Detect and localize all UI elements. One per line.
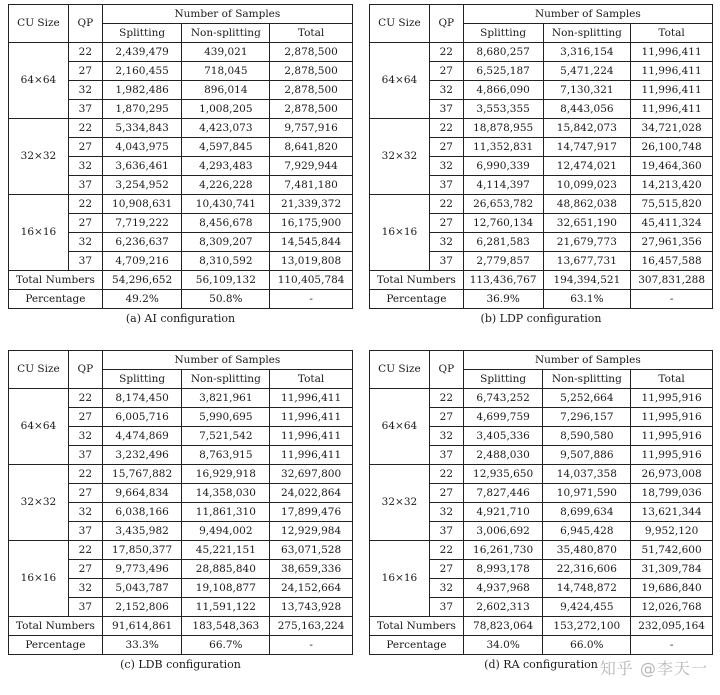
total-cell: 11,996,411 — [270, 427, 353, 446]
percentage-total-cell: - — [631, 290, 713, 309]
total-splitting-cell: 113,436,767 — [463, 271, 543, 290]
non-splitting-cell: 7,521,542 — [182, 427, 270, 446]
total-splitting-cell: 54,296,652 — [102, 271, 182, 290]
splitting-cell: 3,636,461 — [102, 157, 182, 176]
splitting-cell: 8,680,257 — [463, 43, 543, 62]
splitting-cell: 4,709,216 — [102, 252, 182, 271]
total-cell: 31,309,784 — [631, 560, 713, 579]
total-cell: 32,697,800 — [270, 465, 353, 484]
non-splitting-cell: 10,971,590 — [543, 484, 631, 503]
total-cell: 21,339,372 — [270, 195, 353, 214]
header-total: Total — [631, 370, 713, 389]
total-cell: 11,995,916 — [631, 446, 713, 465]
non-splitting-cell: 12,474,021 — [543, 157, 631, 176]
splitting-cell: 12,935,650 — [463, 465, 543, 484]
splitting-cell: 4,474,869 — [102, 427, 182, 446]
qp-cell: 37 — [68, 252, 102, 271]
table-row — [9, 195, 353, 214]
qp-cell: 37 — [68, 100, 102, 119]
header-total: Total — [631, 24, 713, 43]
splitting-cell: 1,982,486 — [102, 81, 182, 100]
non-splitting-cell: 15,842,073 — [543, 119, 631, 138]
splitting-cell: 12,760,134 — [463, 214, 543, 233]
table-panel-ldp — [369, 4, 713, 325]
total-cell: 8,641,820 — [270, 138, 353, 157]
header-non-splitting: Non-splitting — [182, 24, 270, 43]
non-splitting-cell: 11,591,122 — [182, 598, 270, 617]
total-cell: 18,799,036 — [631, 484, 713, 503]
total-cell: 38,659,336 — [270, 560, 353, 579]
header-total: Total — [270, 370, 353, 389]
qp-cell: 37 — [429, 176, 463, 195]
splitting-cell: 4,043,975 — [102, 138, 182, 157]
table-row — [9, 465, 353, 484]
qp-cell: 37 — [68, 446, 102, 465]
qp-cell: 22 — [429, 389, 463, 408]
cu-size-cell: 16×16 — [370, 541, 430, 617]
cu-size-cell: 64×64 — [370, 43, 430, 119]
cu-size-cell: 32×32 — [370, 465, 430, 541]
non-splitting-cell: 6,945,428 — [543, 522, 631, 541]
total-numbers-row — [9, 617, 353, 636]
total-numbers-label: Total Numbers — [9, 617, 103, 636]
header-cu-size: CU Size — [9, 5, 69, 43]
header-non-splitting: Non-splitting — [543, 370, 631, 389]
table-caption: (c) LDB configuration — [120, 658, 241, 671]
qp-cell: 37 — [429, 252, 463, 271]
total-total-cell: 232,095,164 — [631, 617, 713, 636]
splitting-cell: 6,281,583 — [463, 233, 543, 252]
table-panel-ai — [8, 4, 353, 325]
splitting-cell: 5,043,787 — [102, 579, 182, 598]
percentage-row — [370, 636, 713, 655]
non-splitting-cell: 4,293,483 — [182, 157, 270, 176]
non-splitting-cell: 8,590,580 — [543, 427, 631, 446]
non-splitting-cell: 14,748,872 — [543, 579, 631, 598]
qp-cell: 27 — [429, 408, 463, 427]
splitting-cell: 3,006,692 — [463, 522, 543, 541]
splitting-cell: 7,827,446 — [463, 484, 543, 503]
qp-cell: 27 — [68, 214, 102, 233]
total-cell: 11,996,411 — [270, 408, 353, 427]
splitting-cell: 15,767,882 — [102, 465, 182, 484]
total-cell: 63,071,528 — [270, 541, 353, 560]
header-splitting: Splitting — [463, 370, 543, 389]
qp-cell: 22 — [68, 541, 102, 560]
total-total-cell: 275,163,224 — [270, 617, 353, 636]
total-cell: 12,929,984 — [270, 522, 353, 541]
splitting-cell: 18,878,955 — [463, 119, 543, 138]
header-qp: QP — [429, 351, 463, 389]
table-panel-ldb — [8, 350, 353, 671]
total-total-cell: 110,405,784 — [270, 271, 353, 290]
splitting-cell: 8,993,178 — [463, 560, 543, 579]
splitting-cell: 2,602,313 — [463, 598, 543, 617]
non-splitting-cell: 5,471,224 — [543, 62, 631, 81]
percentage-total-cell: - — [270, 290, 353, 309]
total-non-splitting-cell: 56,109,132 — [182, 271, 270, 290]
non-splitting-cell: 9,424,455 — [543, 598, 631, 617]
non-splitting-cell: 1,008,205 — [182, 100, 270, 119]
qp-cell: 32 — [429, 503, 463, 522]
table-panel-ra — [369, 350, 713, 671]
splitting-cell: 10,908,631 — [102, 195, 182, 214]
non-splitting-cell: 16,929,918 — [182, 465, 270, 484]
qp-cell: 32 — [68, 503, 102, 522]
splitting-cell: 6,990,339 — [463, 157, 543, 176]
header-qp: QP — [429, 5, 463, 43]
non-splitting-cell: 896,014 — [182, 81, 270, 100]
header-row — [9, 351, 353, 370]
total-splitting-cell: 78,823,064 — [463, 617, 543, 636]
splitting-cell: 2,152,806 — [102, 598, 182, 617]
splitting-cell: 2,779,857 — [463, 252, 543, 271]
total-cell: 13,019,808 — [270, 252, 353, 271]
table-row — [370, 195, 713, 214]
table-row — [370, 389, 713, 408]
total-cell: 11,996,411 — [631, 43, 713, 62]
non-splitting-cell: 4,226,228 — [182, 176, 270, 195]
table-caption: (d) RA configuration — [484, 658, 598, 671]
header-non-splitting: Non-splitting — [543, 24, 631, 43]
non-splitting-cell: 8,456,678 — [182, 214, 270, 233]
table-caption: (b) LDP configuration — [480, 312, 602, 325]
total-numbers-row — [370, 617, 713, 636]
percentage-non-splitting-cell: 66.0% — [543, 636, 631, 655]
cu-size-cell: 32×32 — [9, 119, 69, 195]
cu-size-cell: 32×32 — [9, 465, 69, 541]
non-splitting-cell: 45,221,151 — [182, 541, 270, 560]
splitting-cell: 4,114,397 — [463, 176, 543, 195]
qp-cell: 22 — [429, 119, 463, 138]
header-number-of-samples: Number of Samples — [463, 5, 712, 24]
non-splitting-cell: 4,423,073 — [182, 119, 270, 138]
non-splitting-cell: 4,597,845 — [182, 138, 270, 157]
qp-cell: 32 — [429, 157, 463, 176]
splitting-cell: 6,743,252 — [463, 389, 543, 408]
splitting-cell: 9,664,834 — [102, 484, 182, 503]
table-row — [9, 541, 353, 560]
total-cell: 27,961,356 — [631, 233, 713, 252]
total-cell: 2,878,500 — [270, 43, 353, 62]
cu-size-cell: 32×32 — [370, 119, 430, 195]
non-splitting-cell: 9,507,886 — [543, 446, 631, 465]
total-cell: 11,995,916 — [631, 408, 713, 427]
header-number-of-samples: Number of Samples — [463, 351, 712, 370]
percentage-label: Percentage — [370, 290, 464, 309]
table-row — [370, 465, 713, 484]
splitting-cell: 2,488,030 — [463, 446, 543, 465]
qp-cell: 27 — [429, 560, 463, 579]
splitting-cell: 3,405,336 — [463, 427, 543, 446]
header-cu-size: CU Size — [370, 5, 430, 43]
total-cell: 16,175,900 — [270, 214, 353, 233]
non-splitting-cell: 3,821,961 — [182, 389, 270, 408]
non-splitting-cell: 8,309,207 — [182, 233, 270, 252]
splitting-cell: 6,525,187 — [463, 62, 543, 81]
qp-cell: 27 — [68, 62, 102, 81]
splitting-cell: 2,439,479 — [102, 43, 182, 62]
qp-cell: 22 — [429, 195, 463, 214]
splitting-cell: 6,005,716 — [102, 408, 182, 427]
non-splitting-cell: 11,861,310 — [182, 503, 270, 522]
total-numbers-label: Total Numbers — [9, 271, 103, 290]
header-row — [370, 5, 713, 24]
table-row — [9, 43, 353, 62]
cu-size-cell: 64×64 — [9, 43, 69, 119]
qp-cell: 27 — [429, 62, 463, 81]
non-splitting-cell: 5,252,664 — [543, 389, 631, 408]
non-splitting-cell: 718,045 — [182, 62, 270, 81]
header-splitting: Splitting — [102, 370, 182, 389]
percentage-splitting-cell: 33.3% — [102, 636, 182, 655]
total-cell: 19,464,360 — [631, 157, 713, 176]
total-cell: 9,952,120 — [631, 522, 713, 541]
splitting-cell: 7,719,222 — [102, 214, 182, 233]
splitting-cell: 4,937,968 — [463, 579, 543, 598]
non-splitting-cell: 14,747,917 — [543, 138, 631, 157]
total-cell: 2,878,500 — [270, 81, 353, 100]
total-numbers-row — [370, 271, 713, 290]
samples-table-ra — [369, 350, 713, 655]
percentage-splitting-cell: 36.9% — [463, 290, 543, 309]
total-cell: 11,995,916 — [631, 427, 713, 446]
total-non-splitting-cell: 153,272,100 — [543, 617, 631, 636]
header-row — [370, 351, 713, 370]
qp-cell: 37 — [68, 598, 102, 617]
table-row — [9, 119, 353, 138]
total-cell: 75,515,820 — [631, 195, 713, 214]
percentage-label: Percentage — [9, 290, 103, 309]
splitting-cell: 1,870,295 — [102, 100, 182, 119]
total-cell: 51,742,600 — [631, 541, 713, 560]
total-cell: 19,686,840 — [631, 579, 713, 598]
samples-table-ldb — [8, 350, 353, 655]
percentage-total-cell: - — [270, 636, 353, 655]
total-numbers-label: Total Numbers — [370, 271, 464, 290]
total-cell: 24,022,864 — [270, 484, 353, 503]
percentage-splitting-cell: 49.2% — [102, 290, 182, 309]
splitting-cell: 2,160,455 — [102, 62, 182, 81]
splitting-cell: 3,254,952 — [102, 176, 182, 195]
cu-size-cell: 16×16 — [9, 195, 69, 271]
total-cell: 2,878,500 — [270, 62, 353, 81]
total-cell: 14,545,844 — [270, 233, 353, 252]
total-cell: 9,757,916 — [270, 119, 353, 138]
non-splitting-cell: 21,679,773 — [543, 233, 631, 252]
header-cu-size: CU Size — [9, 351, 69, 389]
qp-cell: 32 — [68, 579, 102, 598]
header-qp: QP — [68, 351, 102, 389]
header-row — [9, 5, 353, 24]
header-cu-size: CU Size — [370, 351, 430, 389]
non-splitting-cell: 22,316,606 — [543, 560, 631, 579]
non-splitting-cell: 8,443,056 — [543, 100, 631, 119]
table-row — [370, 119, 713, 138]
total-non-splitting-cell: 194,394,521 — [543, 271, 631, 290]
table-caption: (a) AI configuration — [125, 312, 236, 325]
percentage-label: Percentage — [370, 636, 464, 655]
cu-size-cell: 64×64 — [9, 389, 69, 465]
watermark: 知乎 @李天一 — [599, 659, 708, 678]
percentage-total-cell: - — [631, 636, 713, 655]
total-cell: 24,152,664 — [270, 579, 353, 598]
splitting-cell: 6,236,637 — [102, 233, 182, 252]
total-cell: 13,743,928 — [270, 598, 353, 617]
qp-cell: 32 — [429, 427, 463, 446]
qp-cell: 27 — [429, 484, 463, 503]
percentage-non-splitting-cell: 66.7% — [182, 636, 270, 655]
splitting-cell: 3,435,982 — [102, 522, 182, 541]
total-cell: 26,100,748 — [631, 138, 713, 157]
splitting-cell: 4,921,710 — [463, 503, 543, 522]
total-cell: 26,973,008 — [631, 465, 713, 484]
percentage-splitting-cell: 34.0% — [463, 636, 543, 655]
qp-cell: 32 — [429, 233, 463, 252]
qp-cell: 22 — [68, 43, 102, 62]
splitting-cell: 3,232,496 — [102, 446, 182, 465]
non-splitting-cell: 10,099,023 — [543, 176, 631, 195]
cu-size-cell: 16×16 — [370, 195, 430, 271]
splitting-cell: 26,653,782 — [463, 195, 543, 214]
percentage-label: Percentage — [9, 636, 103, 655]
splitting-cell: 9,773,496 — [102, 560, 182, 579]
qp-cell: 22 — [429, 465, 463, 484]
samples-table-ai — [8, 4, 353, 309]
qp-cell: 32 — [68, 157, 102, 176]
splitting-cell: 6,038,166 — [102, 503, 182, 522]
total-cell: 2,878,500 — [270, 100, 353, 119]
non-splitting-cell: 35,480,870 — [543, 541, 631, 560]
non-splitting-cell: 5,990,695 — [182, 408, 270, 427]
total-numbers-label: Total Numbers — [370, 617, 464, 636]
splitting-cell: 16,261,730 — [463, 541, 543, 560]
splitting-cell: 8,174,450 — [102, 389, 182, 408]
total-cell: 11,996,411 — [631, 100, 713, 119]
qp-cell: 27 — [68, 560, 102, 579]
total-cell: 14,213,420 — [631, 176, 713, 195]
splitting-cell: 4,866,090 — [463, 81, 543, 100]
total-cell: 12,026,768 — [631, 598, 713, 617]
total-non-splitting-cell: 183,548,363 — [182, 617, 270, 636]
percentage-row — [9, 636, 353, 655]
cu-size-cell: 16×16 — [9, 541, 69, 617]
qp-cell: 37 — [68, 522, 102, 541]
qp-cell: 27 — [68, 408, 102, 427]
table-row — [9, 389, 353, 408]
non-splitting-cell: 8,763,915 — [182, 446, 270, 465]
total-cell: 16,457,588 — [631, 252, 713, 271]
non-splitting-cell: 3,316,154 — [543, 43, 631, 62]
header-non-splitting: Non-splitting — [182, 370, 270, 389]
total-cell: 45,411,324 — [631, 214, 713, 233]
non-splitting-cell: 48,862,038 — [543, 195, 631, 214]
non-splitting-cell: 10,430,741 — [182, 195, 270, 214]
total-total-cell: 307,831,288 — [631, 271, 713, 290]
qp-cell: 22 — [68, 465, 102, 484]
splitting-cell: 5,334,843 — [102, 119, 182, 138]
splitting-cell: 17,850,377 — [102, 541, 182, 560]
qp-cell: 27 — [429, 214, 463, 233]
qp-cell: 22 — [429, 43, 463, 62]
non-splitting-cell: 8,699,634 — [543, 503, 631, 522]
qp-cell: 32 — [68, 427, 102, 446]
non-splitting-cell: 19,108,877 — [182, 579, 270, 598]
qp-cell: 32 — [68, 233, 102, 252]
qp-cell: 22 — [429, 541, 463, 560]
table-row — [370, 43, 713, 62]
qp-cell: 22 — [68, 119, 102, 138]
qp-cell: 27 — [68, 484, 102, 503]
total-cell: 34,721,028 — [631, 119, 713, 138]
qp-cell: 22 — [68, 195, 102, 214]
total-splitting-cell: 91,614,861 — [102, 617, 182, 636]
qp-cell: 22 — [68, 389, 102, 408]
non-splitting-cell: 14,037,358 — [543, 465, 631, 484]
header-qp: QP — [68, 5, 102, 43]
percentage-row — [370, 290, 713, 309]
total-cell: 11,996,411 — [270, 446, 353, 465]
qp-cell: 37 — [429, 100, 463, 119]
qp-cell: 37 — [429, 598, 463, 617]
total-cell: 7,929,944 — [270, 157, 353, 176]
cu-size-cell: 64×64 — [370, 389, 430, 465]
qp-cell: 32 — [429, 81, 463, 100]
qp-cell: 27 — [68, 138, 102, 157]
header-splitting: Splitting — [102, 24, 182, 43]
header-number-of-samples: Number of Samples — [102, 351, 352, 370]
qp-cell: 32 — [429, 579, 463, 598]
samples-table-ldp — [369, 4, 713, 309]
total-cell: 17,899,476 — [270, 503, 353, 522]
total-cell: 11,996,411 — [631, 62, 713, 81]
splitting-cell: 3,553,355 — [463, 100, 543, 119]
non-splitting-cell: 7,130,321 — [543, 81, 631, 100]
percentage-non-splitting-cell: 50.8% — [182, 290, 270, 309]
total-cell: 11,995,916 — [631, 389, 713, 408]
total-cell: 7,481,180 — [270, 176, 353, 195]
total-cell: 11,996,411 — [270, 389, 353, 408]
total-cell: 13,621,344 — [631, 503, 713, 522]
splitting-cell: 4,699,759 — [463, 408, 543, 427]
qp-cell: 32 — [68, 81, 102, 100]
header-number-of-samples: Number of Samples — [102, 5, 352, 24]
non-splitting-cell: 8,310,592 — [182, 252, 270, 271]
non-splitting-cell: 14,358,030 — [182, 484, 270, 503]
percentage-non-splitting-cell: 63.1% — [543, 290, 631, 309]
header-splitting: Splitting — [463, 24, 543, 43]
total-numbers-row — [9, 271, 353, 290]
non-splitting-cell: 13,677,731 — [543, 252, 631, 271]
qp-cell: 37 — [429, 522, 463, 541]
total-cell: 11,996,411 — [631, 81, 713, 100]
header-total: Total — [270, 24, 353, 43]
percentage-row — [9, 290, 353, 309]
non-splitting-cell: 7,296,157 — [543, 408, 631, 427]
splitting-cell: 11,352,831 — [463, 138, 543, 157]
non-splitting-cell: 32,651,190 — [543, 214, 631, 233]
non-splitting-cell: 28,885,840 — [182, 560, 270, 579]
qp-cell: 37 — [429, 446, 463, 465]
non-splitting-cell: 439,021 — [182, 43, 270, 62]
qp-cell: 37 — [68, 176, 102, 195]
non-splitting-cell: 9,494,002 — [182, 522, 270, 541]
table-row — [370, 541, 713, 560]
qp-cell: 27 — [429, 138, 463, 157]
